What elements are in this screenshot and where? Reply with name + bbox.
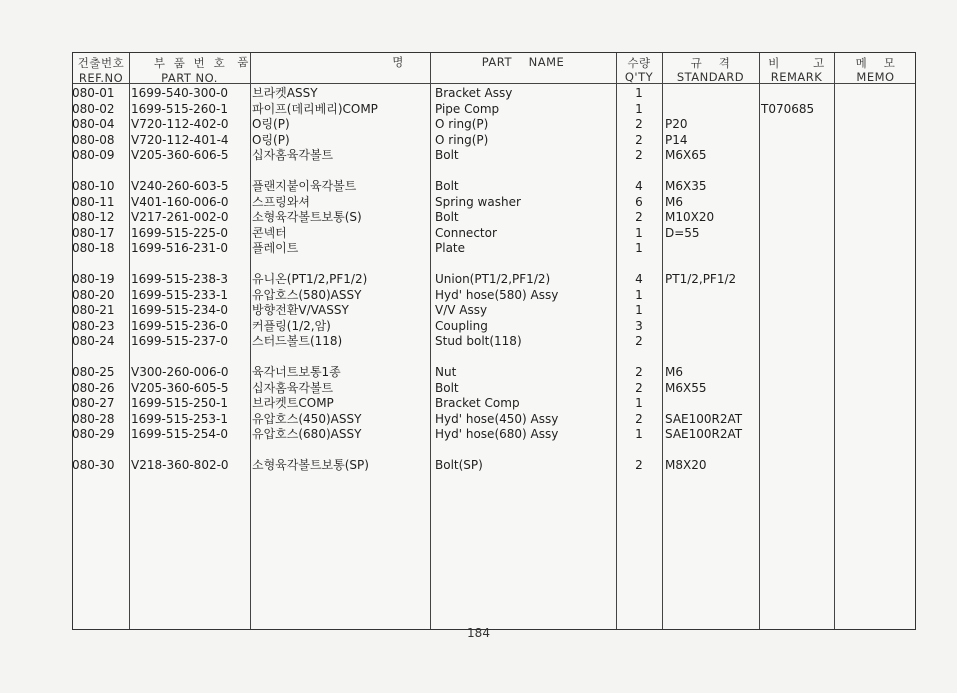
- korean-name-cell: 콘넥터: [252, 225, 287, 240]
- korean-name-cell: 십자홈육각볼트: [252, 148, 334, 162]
- ref-cell: 080-23: [72, 318, 115, 333]
- part-number-cell: 1699-515-238-3: [131, 272, 228, 286]
- column-divider: [250, 53, 251, 629]
- header-ref-en: REF.NO: [78, 71, 124, 85]
- korean-name-cell: O링(P): [252, 117, 290, 131]
- part-name-cell: Bolt(SP): [435, 458, 483, 472]
- part-number-cell: 1699-515-253-1: [131, 411, 228, 426]
- column-divider: [834, 53, 835, 629]
- part-number-cell: 1699-515-250-1: [131, 396, 228, 410]
- ref-cell: 080-11: [72, 194, 115, 209]
- part-name-cell: Bracket Comp: [435, 396, 520, 410]
- header-ref-ko: 건출번호: [77, 56, 125, 70]
- qty-cell: 4: [635, 179, 643, 193]
- korean-name-cell: 육각너트보통1종: [252, 365, 341, 379]
- part-number-cell: 1699-515-225-0: [131, 225, 228, 240]
- standard-cell: M6: [665, 194, 683, 209]
- header-name-ko-1: 품: [237, 55, 249, 69]
- standard-cell: P14: [665, 132, 688, 147]
- standard-cell: M6X65: [665, 148, 707, 162]
- header-standard-ko: 규 격: [690, 56, 731, 70]
- qty-cell: 2: [635, 380, 643, 395]
- part-name-cell: Union(PT1/2,PF1/2): [435, 272, 551, 286]
- part-name-cell: O ring(P): [435, 117, 489, 131]
- korean-name-cell: 유압호스(450)ASSY: [252, 411, 362, 426]
- header-part-name: PART NAME: [481, 55, 565, 69]
- standard-cell: M8X20: [665, 458, 707, 472]
- ref-cell: 080-19: [72, 272, 115, 286]
- part-name-cell: O ring(P): [435, 132, 489, 147]
- ref-cell: 080-27: [72, 396, 115, 410]
- part-name-cell: Connector: [435, 225, 497, 240]
- part-number-cell: V218-360-802-0: [131, 458, 229, 472]
- part-number-cell: 1699-515-260-1: [131, 101, 228, 116]
- qty-cell: 2: [635, 365, 643, 379]
- ref-cell: 080-04: [72, 117, 115, 131]
- korean-name-cell: 스터드볼트(118): [252, 334, 343, 348]
- ref-cell: 080-28: [72, 411, 115, 426]
- qty-cell: 2: [635, 132, 643, 147]
- qty-cell: 1: [635, 86, 643, 100]
- part-number-cell: 1699-516-231-0: [131, 241, 228, 255]
- header-memo-ko: 메 모: [855, 56, 896, 70]
- ref-cell: 080-10: [72, 179, 115, 193]
- korean-name-cell: 유니온(PT1/2,PF1/2): [252, 272, 368, 286]
- qty-cell: 1: [635, 241, 643, 255]
- standard-cell: P20: [665, 117, 688, 131]
- ref-cell: 080-25: [72, 365, 115, 379]
- qty-cell: 6: [635, 194, 643, 209]
- part-name-cell: Bolt: [435, 380, 459, 395]
- ref-cell: 080-21: [72, 303, 115, 317]
- ref-cell: 080-18: [72, 241, 115, 255]
- ref-cell: 080-30: [72, 458, 115, 472]
- korean-name-cell: 브라켓트COMP: [252, 396, 334, 410]
- part-number-cell: 1699-515-233-1: [131, 287, 228, 302]
- part-number-cell: V300-260-006-0: [131, 365, 229, 379]
- qty-cell: 2: [635, 334, 643, 348]
- standard-cell: SAE100R2AT: [665, 427, 743, 441]
- part-name-cell: Pipe Comp: [435, 101, 500, 116]
- ref-cell: 080-01: [72, 86, 115, 100]
- part-number-cell: 1699-515-237-0: [131, 334, 228, 348]
- column-divider: [129, 53, 130, 629]
- part-number-cell: V240-260-603-5: [131, 179, 229, 193]
- column-divider: [662, 53, 663, 629]
- part-name-cell: Plate: [435, 241, 466, 255]
- header-memo-en: MEMO: [856, 70, 895, 84]
- part-name-cell: Hyd' hose(450) Assy: [435, 411, 559, 426]
- column-divider: [430, 53, 431, 629]
- korean-name-cell: 소형육각볼트보통(S): [252, 210, 362, 224]
- part-name-cell: Coupling: [435, 318, 488, 333]
- standard-cell: D=55: [665, 225, 700, 240]
- standard-cell: SAE100R2AT: [665, 411, 743, 426]
- part-name-cell: Bolt: [435, 210, 459, 224]
- header-remark-ko: 비 고: [768, 56, 825, 70]
- qty-cell: 1: [635, 101, 643, 116]
- qty-cell: 2: [635, 210, 643, 224]
- qty-cell: 2: [635, 458, 643, 472]
- part-number-cell: V217-261-002-0: [131, 210, 229, 224]
- part-name-cell: Bolt: [435, 179, 459, 193]
- korean-name-cell: 스프링와셔: [252, 194, 310, 209]
- ref-cell: 080-24: [72, 334, 115, 348]
- ref-cell: 080-26: [72, 380, 115, 395]
- header-qty-ko: 수량: [627, 56, 651, 70]
- qty-cell: 2: [635, 148, 643, 162]
- part-name-cell: Spring washer: [435, 194, 521, 209]
- part-name-cell: Nut: [435, 365, 457, 379]
- qty-cell: 2: [635, 411, 643, 426]
- korean-name-cell: 십자홈육각볼트: [252, 380, 334, 395]
- part-number-cell: V401-160-006-0: [131, 194, 229, 209]
- korean-name-cell: 파이프(데리베리)COMP: [252, 101, 378, 116]
- korean-name-cell: 방향전환V/VASSY: [252, 303, 349, 317]
- qty-cell: 1: [635, 225, 643, 240]
- parts-table: [72, 52, 916, 630]
- qty-cell: 3: [635, 318, 643, 333]
- ref-cell: 080-17: [72, 225, 115, 240]
- standard-cell: M6X55: [665, 380, 707, 395]
- qty-cell: 1: [635, 427, 643, 441]
- part-name-cell: Bolt: [435, 148, 459, 162]
- part-number-cell: V205-360-606-5: [131, 148, 229, 162]
- standard-cell: M6: [665, 365, 683, 379]
- korean-name-cell: 유압호스(680)ASSY: [252, 427, 362, 441]
- korean-name-cell: 브라켓ASSY: [252, 86, 318, 100]
- part-number-cell: 1699-515-236-0: [131, 318, 228, 333]
- part-name-cell: Hyd' hose(580) Assy: [435, 287, 559, 302]
- remark-cell: T070685: [761, 101, 815, 116]
- ref-cell: 080-08: [72, 132, 115, 147]
- ref-cell: 080-02: [72, 101, 115, 116]
- qty-cell: 1: [635, 287, 643, 302]
- page-number: 184: [467, 626, 490, 640]
- qty-cell: 4: [635, 272, 643, 286]
- ref-cell: 080-09: [72, 148, 115, 162]
- ref-cell: 080-12: [72, 210, 115, 224]
- header-remark-en: REMARK: [770, 70, 823, 84]
- standard-cell: M10X20: [665, 210, 715, 224]
- part-number-cell: 1699-515-254-0: [131, 427, 228, 441]
- part-name-cell: Bracket Assy: [435, 86, 513, 100]
- header-part-en: PART NO.: [161, 71, 218, 85]
- korean-name-cell: 유압호스(580)ASSY: [252, 287, 362, 302]
- part-number-cell: V720-112-402-0: [131, 117, 229, 131]
- part-number-cell: V205-360-605-5: [131, 380, 229, 395]
- part-number-cell: 1699-515-234-0: [131, 303, 228, 317]
- ref-cell: 080-20: [72, 287, 115, 302]
- qty-cell: 2: [635, 117, 643, 131]
- korean-name-cell: 소형육각볼트보통(SP): [252, 458, 369, 472]
- korean-name-cell: O링(P): [252, 132, 290, 147]
- part-name-cell: V/V Assy: [435, 303, 488, 317]
- standard-cell: M6X35: [665, 179, 707, 193]
- part-number-cell: V720-112-401-4: [131, 132, 229, 147]
- header-qty-en: Q'TY: [624, 70, 654, 84]
- header-name-ko-2: 명: [392, 55, 404, 69]
- ref-cell: 080-29: [72, 427, 115, 441]
- qty-cell: 1: [635, 396, 643, 410]
- part-name-cell: Stud bolt(118): [435, 334, 522, 348]
- korean-name-cell: 커플링(1/2,암): [252, 318, 331, 333]
- column-divider: [759, 53, 760, 629]
- standard-cell: PT1/2,PF1/2: [665, 272, 737, 286]
- korean-name-cell: 플랜지붙이육각볼트: [252, 179, 357, 193]
- part-name-cell: Hyd' hose(680) Assy: [435, 427, 559, 441]
- part-number-cell: 1699-540-300-0: [131, 86, 228, 100]
- qty-cell: 1: [635, 303, 643, 317]
- header-part-ko: 부 품 번 호: [153, 56, 226, 70]
- header-standard-en: STANDARD: [676, 70, 745, 84]
- korean-name-cell: 플레이트: [252, 241, 299, 255]
